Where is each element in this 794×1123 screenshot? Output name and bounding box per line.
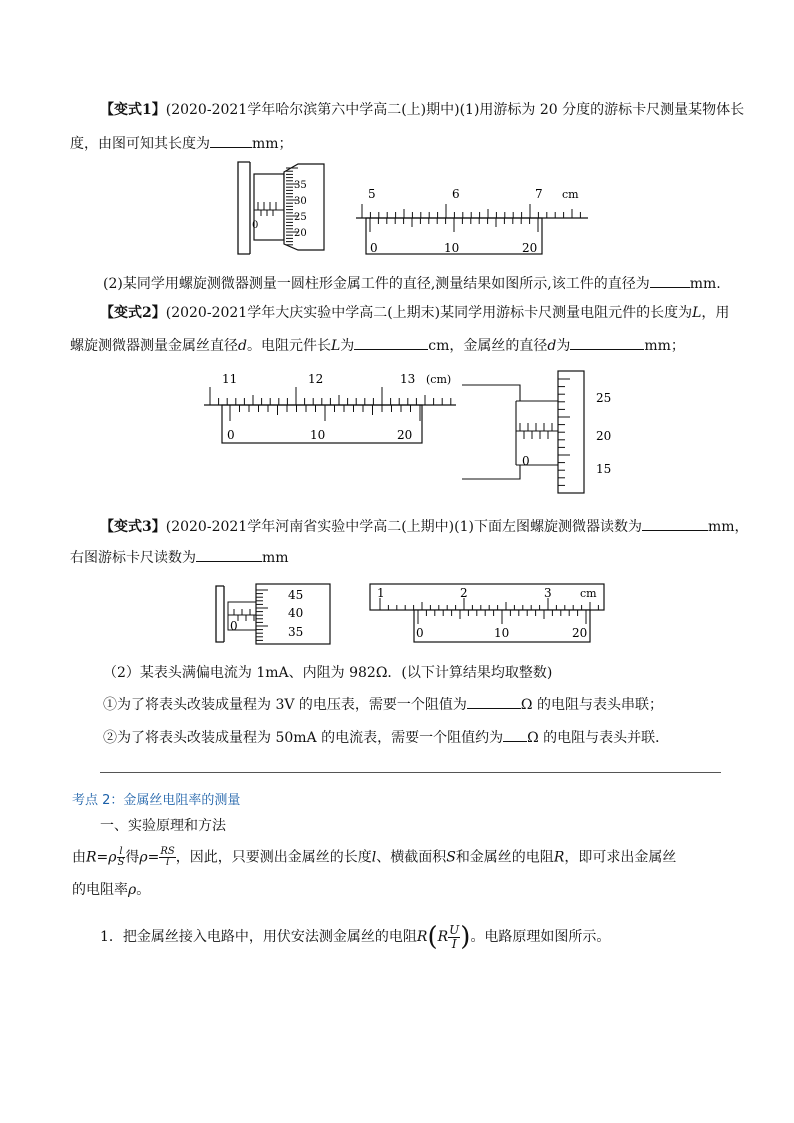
v3-caliper-vern-0: 0 xyxy=(416,626,424,640)
fraction-RS-over-l: $\frac{RS}{l}$ xyxy=(160,846,175,868)
v2-micro-label-15: 15 xyxy=(596,462,612,476)
v1-tag: 【变式1】 xyxy=(100,102,166,118)
kd2-principle-line2: 的电阻率ρ。 xyxy=(72,882,151,898)
v1-caliper-main-7: 7 xyxy=(535,187,543,201)
v3-caliper-main-1: 1 xyxy=(377,586,385,600)
v3-tag: 【变式3】 xyxy=(100,519,166,535)
answer-blank-v3-micrometer[interactable] xyxy=(642,516,708,531)
v1-source: (2020-2021学年哈尔滨第六中学高二(上)期中) xyxy=(165,102,460,118)
v3-micro-label-40: 40 xyxy=(288,606,304,620)
v1-question2: (2)某同学用螺旋测微器测量一圆柱形金属工件的直径,测量结果如图所示,该工件的直径为 mm. xyxy=(103,273,721,294)
v1-caliper-unit: cm xyxy=(562,188,579,201)
kd2-heading-1: 一、实验原理和方法 xyxy=(100,818,226,834)
v3-caliper-main-3: 3 xyxy=(544,586,552,600)
v3-question2a: ①为了将表头改装成量程为 3V 的电压表，需要一个阻值为 Ω 的电阻与表头串联； xyxy=(103,694,663,715)
v1-micro-label-35: 35 xyxy=(294,180,307,191)
v2-micro-label-25: 25 xyxy=(596,391,612,405)
section-divider xyxy=(100,772,721,773)
v1-caliper-figure xyxy=(352,182,592,258)
v1-caliper-main-6: 6 xyxy=(452,187,460,201)
answer-blank-v1-length[interactable] xyxy=(210,133,252,148)
v1-micro-label-25: 25 xyxy=(294,212,307,223)
v2-micro-label-20: 20 xyxy=(596,429,612,443)
kd2-principle-line1: 由R=ρ $\frac{l}{S}$ 得ρ= $\frac{RS}{l}$ ，因此，只要测出金属丝的长度l、横截面积S和金属丝的电阻R，即可求出金属丝 xyxy=(72,846,677,868)
v1-micro-label-0: 0 xyxy=(252,220,259,231)
answer-blank-v3-series-resistor[interactable] xyxy=(467,694,521,709)
answer-blank-v1-diameter[interactable] xyxy=(650,273,690,288)
v3-question2: （2）某表头满偏电流为 1mA、内阻为 982Ω．(以下计算结果均取整数) xyxy=(103,665,553,681)
v1-question-line2: 度，由图可知其长度为 mm； xyxy=(70,133,293,154)
answer-blank-v2-diameter[interactable] xyxy=(570,335,644,350)
fraction-l-over-S: $\frac{l}{S}$ xyxy=(117,846,125,868)
answer-blank-v2-length[interactable] xyxy=(354,335,428,350)
v2-caliper-main-11: 11 xyxy=(222,372,238,386)
v1-caliper-main-5: 5 xyxy=(368,187,376,201)
v2-micrometer-figure xyxy=(458,367,648,497)
fraction-U-over-I: $\frac{U}{I}$ xyxy=(449,922,460,951)
paren-open: ( xyxy=(427,922,438,952)
v2-question-line2: 螺旋测微器测量金属丝直径d。电阻元件长L为 cm，金属丝的直径d为 mm； xyxy=(70,335,685,356)
v3-caliper-figure xyxy=(368,582,608,646)
v3-micro-label-45: 45 xyxy=(288,588,304,602)
v1-micro-label-30: 30 xyxy=(294,196,307,207)
v3-micro-label-0: 0 xyxy=(230,619,238,633)
v1-question-line1 xyxy=(100,100,744,120)
v2-caliper-vern-10: 10 xyxy=(310,428,326,442)
v1-caliper-vern-10: 10 xyxy=(444,241,460,255)
v1-q1a: (1)用游标为 20 分度的游标卡尺测量某物体长 xyxy=(459,102,745,118)
v3-question2b: ②为了将表头改装成量程为 50mA 的电流表，需要一个阻值约为 Ω 的电阻与表头并联． xyxy=(103,727,669,748)
v2-caliper-main-13: 13 xyxy=(400,372,416,386)
v3-caliper-vern-20: 20 xyxy=(572,626,588,640)
v3-caliper-main-2: 2 xyxy=(460,586,468,600)
v3-caliper-vern-10: 10 xyxy=(494,626,510,640)
v2-caliper-vern-20: 20 xyxy=(397,428,413,442)
v3-micro-label-35: 35 xyxy=(288,625,304,639)
v2-caliper-vern-0: 0 xyxy=(227,428,235,442)
v3-micrometer-figure xyxy=(210,582,336,646)
answer-blank-v3-caliper[interactable] xyxy=(196,547,262,562)
answer-blank-v3-shunt-resistor[interactable] xyxy=(503,727,527,742)
v3-question-line2: 右图游标卡尺读数为 mm xyxy=(70,547,289,568)
kd2-step-1: 1．把金属丝接入电路中，用伏安法测金属丝的电阻R(R $\frac{U}{I}$ )。电路原理如图所示。 xyxy=(100,922,611,952)
v2-micro-label-0: 0 xyxy=(522,454,530,468)
v1-micro-label-20: 20 xyxy=(294,228,307,239)
v2-tag: 【变式2】 xyxy=(100,305,166,321)
v1-caliper-vern-0: 0 xyxy=(370,241,378,255)
v1-micrometer-figure xyxy=(228,158,336,258)
v2-caliper-unit: (cm) xyxy=(426,373,452,386)
paren-close: ) xyxy=(460,922,471,952)
v3-caliper-unit: cm xyxy=(580,587,597,600)
section-title-kd2: 考点 2：金属丝电阻率的测量 xyxy=(72,793,241,808)
v1-caliper-vern-20: 20 xyxy=(522,241,538,255)
v2-caliper-figure xyxy=(200,367,460,447)
v2-question-line1: 【变式2】(2020-2021学年大庆实验中学高二(上期末)某同学用游标卡尺测量电阻元件的长度为L，用 xyxy=(100,305,730,321)
v3-question-line1: 【变式3】(2020-2021学年河南省实验中学高二(上期中)(1)下面左图螺旋测微器读数为 mm， xyxy=(100,516,749,537)
v2-caliper-main-12: 12 xyxy=(308,372,324,386)
